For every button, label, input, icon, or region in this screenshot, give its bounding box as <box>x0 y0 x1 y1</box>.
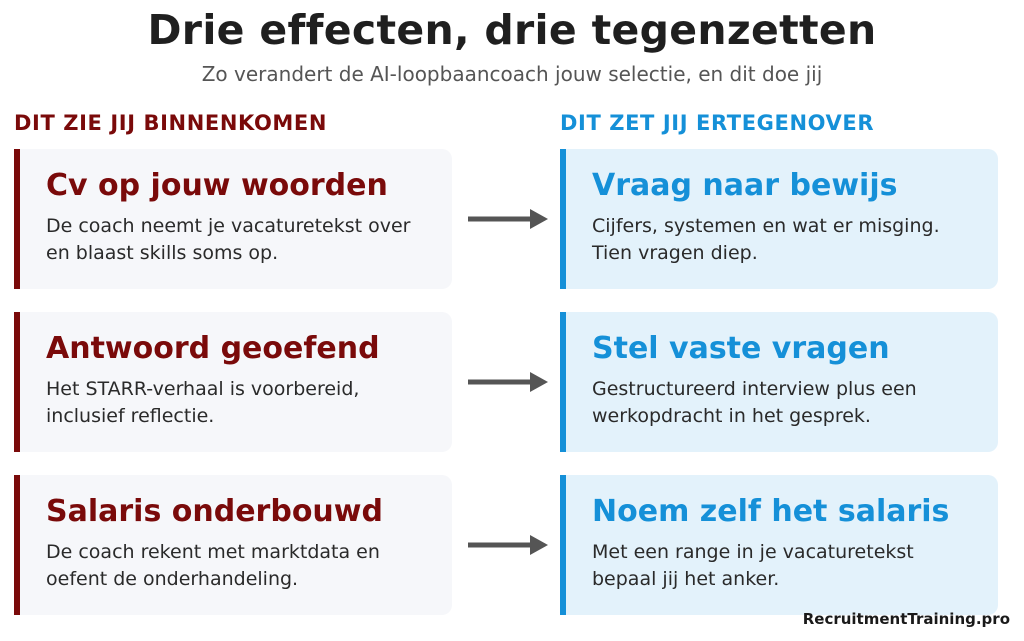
effect-title-3: Salaris onderbouwd <box>46 494 383 529</box>
response-body-2: Gestructureerd interview plus een werkopdracht in het gesprek. <box>592 378 917 427</box>
effect-title-1: Cv op jouw woorden <box>46 168 388 203</box>
response-card-1 <box>560 149 998 289</box>
effect-title-2: Antwoord geoefend <box>46 331 380 366</box>
page-subtitle: Zo verandert de AI-loopbaancoach jouw selectie, en dit doe jij <box>201 62 823 86</box>
right-arrow-icon <box>468 370 550 394</box>
effect-body-1: De coach neemt je vacaturetekst over en blaast skills soms op. <box>46 215 411 264</box>
brand-footer: RecruitmentTraining.pro <box>802 610 1010 628</box>
response-body-3: Met een range in je vacaturetekst bepaal jij het anker. <box>592 541 914 590</box>
left-column-heading: DIT ZIE JIJ BINNENKOMEN <box>14 111 328 135</box>
effect-card-2 <box>14 312 452 452</box>
response-card-3 <box>560 475 998 615</box>
effect-card-3 <box>14 475 452 615</box>
page-title: Drie effecten, drie tegenzetten <box>147 6 877 54</box>
effect-card-1 <box>14 149 452 289</box>
response-title-2: Stel vaste vragen <box>592 331 890 366</box>
response-title-1: Vraag naar bewijs <box>592 168 898 203</box>
effect-body-2: Het STARR-verhaal is voorbereid, inclusief reflectie. <box>46 378 360 427</box>
effect-body-3: De coach rekent met marktdata en oefent de onderhandeling. <box>46 541 380 590</box>
right-column-heading: DIT ZET JIJ ERTEGENOVER <box>560 111 875 135</box>
right-arrow-icon <box>468 207 550 231</box>
response-title-3: Noem zelf het salaris <box>592 494 950 529</box>
response-body-1: Cijfers, systemen en wat er misging. Tien vragen diep. <box>592 215 940 264</box>
response-card-2 <box>560 312 998 452</box>
right-arrow-icon <box>468 533 550 557</box>
